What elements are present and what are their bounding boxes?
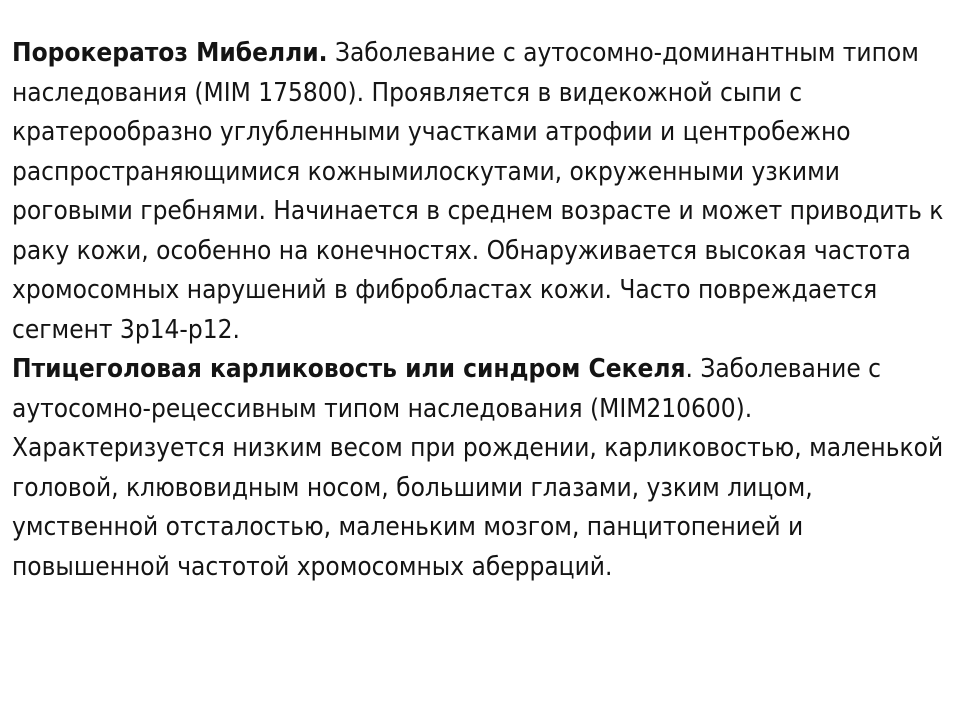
- paragraph-seckel-syndrome: [12, 350, 952, 587]
- paragraph-porokeratosis: [12, 34, 952, 350]
- description-porokeratosis-mibelli: Заболевание с аутосомно-доминантным типом наследования (MIM 175800). Проявляется в видекожной сыпи с кратерообразно углубленными участками атрофии и центробежно распространяющимися кожнымилоскутами, окруженными узкими роговыми гребнями. Начинается в среднем возрасте и может приводить к раку кожи, особенно на конечностях. Обнаруживается высокая частота хромосомных нарушений в фибробластах кожи. Часто повреждается сегмент 3р14-р12.: [12, 38, 944, 345]
- slide-text-body: [12, 34, 952, 587]
- term-seckel-syndrome: Птицеголовая карликовость или синдром Секеля: [12, 354, 686, 384]
- description-seckel-syndrome: . Заболевание с аутосомно-рецессивным типом наследования (MIM210600). Характеризуется низким весом при рождении, карликовостью, маленькой головой, клювовидным носом, большими глазами, узким лицом, умственной отсталостью, маленьким мозгом, панцитопенией и повышенной частотой хромосомных аберраций.: [12, 354, 944, 582]
- term-porokeratosis-mibelli: Порокератоз Мибелли.: [12, 38, 328, 68]
